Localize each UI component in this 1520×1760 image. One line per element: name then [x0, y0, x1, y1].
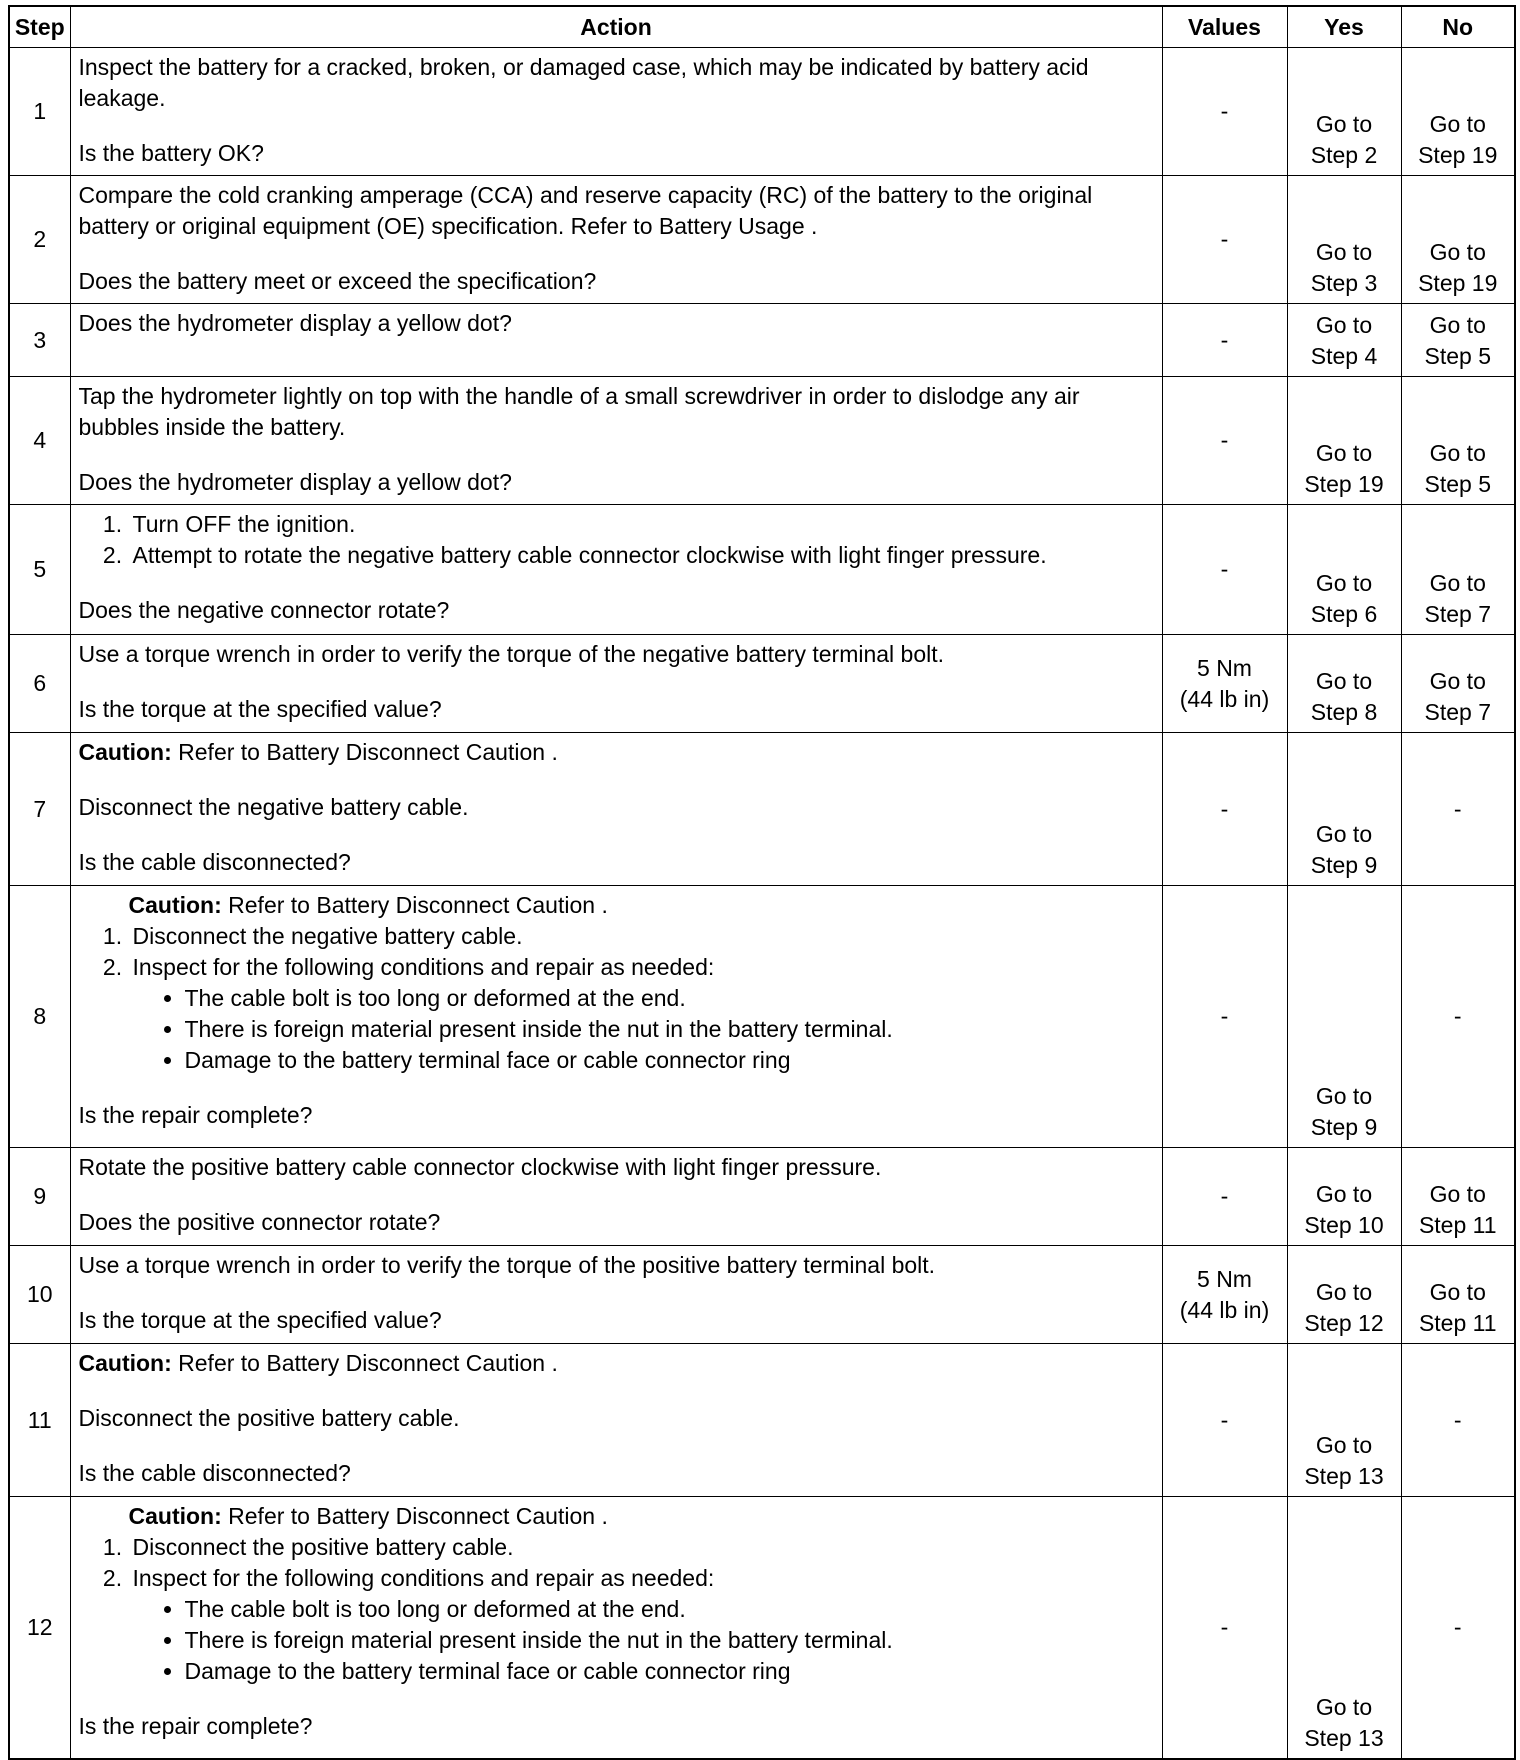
action-question: Is the battery OK?: [78, 140, 264, 166]
no-cell: Go to Step 5: [1401, 377, 1515, 505]
numbered-list: [79, 509, 1154, 571]
values-cell: -: [1162, 505, 1287, 635]
action-question: Does the negative connector rotate?: [78, 597, 450, 623]
table-row: [9, 886, 1515, 1148]
yes-cell: Go to Step 13: [1287, 1344, 1401, 1497]
yes-cell: Go to Step 9: [1287, 733, 1401, 886]
action-cell: [70, 176, 1162, 304]
action-question: Is the repair complete?: [78, 1713, 313, 1739]
list-item: 2. Attempt to rotate the negative battery cable connector clockwise with light finger pressure.: [129, 540, 1154, 571]
action-text: Rotate the positive battery cable connector clockwise with light finger pressure.: [78, 1154, 882, 1180]
table-row: [9, 635, 1515, 733]
action-cell: [70, 886, 1162, 1148]
action-cell: [70, 48, 1162, 176]
step-number: 3: [9, 304, 70, 377]
caution-line: [79, 1348, 1154, 1379]
action-cell: [70, 1497, 1162, 1759]
step-number: 7: [9, 733, 70, 886]
header-no: No: [1401, 6, 1515, 48]
bullet-item: • The cable bolt is too long or deformed at the end.: [185, 1594, 1154, 1625]
yes-cell: Go to Step 4: [1287, 304, 1401, 377]
action-text: Disconnect the negative battery cable.: [78, 794, 469, 820]
step-number: 9: [9, 1148, 70, 1246]
list-item: [129, 1563, 1154, 1687]
action-cell: [70, 377, 1162, 505]
table-row: [9, 1148, 1515, 1246]
step-number: 1: [9, 48, 70, 176]
yes-cell: Go to Step 13: [1287, 1497, 1401, 1759]
values-cell: [1162, 635, 1287, 733]
yes-cell: Go to Step 8: [1287, 635, 1401, 733]
no-cell: -: [1401, 886, 1515, 1148]
action-text: Tap the hydrometer lightly on top with the handle of a small screwdriver in order to dislodge any air bubbles inside the battery.: [78, 383, 1080, 440]
step-number: 5: [9, 505, 70, 635]
values-cell: -: [1162, 886, 1287, 1148]
header-step: Step: [9, 6, 70, 48]
bullet-item: • Damage to the battery terminal face or cable connector ring: [185, 1045, 1154, 1076]
table-row: [9, 48, 1515, 176]
values-cell: -: [1162, 1497, 1287, 1759]
action-question: Does the hydrometer display a yellow dot?: [78, 310, 512, 336]
action-cell: [70, 304, 1162, 377]
table-row: [9, 733, 1515, 886]
action-text: Inspect the battery for a cracked, broken, or damaged case, which may be indicated by battery acid leakage.: [78, 54, 1089, 111]
action-question: Is the torque at the specified value?: [78, 1307, 442, 1333]
no-cell: Go to Step 19: [1401, 48, 1515, 176]
table-header-row: [9, 6, 1515, 48]
header-action: Action: [70, 6, 1162, 48]
caution-label: Caution:: [128, 892, 222, 918]
values-cell: [1162, 1246, 1287, 1344]
list-item: 1. Disconnect the positive battery cable.: [129, 1532, 1154, 1563]
yes-cell: Go to Step 3: [1287, 176, 1401, 304]
action-question: Is the cable disconnected?: [78, 1460, 351, 1486]
no-cell: Go to Step 7: [1401, 505, 1515, 635]
step-number: 11: [9, 1344, 70, 1497]
table-row: [9, 505, 1515, 635]
diagnostic-table-container: [8, 5, 1514, 1760]
list-item: 1. Disconnect the negative battery cable.: [129, 921, 1154, 952]
numbered-list: [79, 1532, 1154, 1687]
no-cell: Go to Step 7: [1401, 635, 1515, 733]
no-cell: -: [1401, 733, 1515, 886]
values-cell: -: [1162, 733, 1287, 886]
torque-value: 5 Nm: [1197, 654, 1252, 681]
no-cell: -: [1401, 1344, 1515, 1497]
table-row: [9, 377, 1515, 505]
action-text: Disconnect the positive battery cable.: [78, 1405, 460, 1431]
action-question: Does the battery meet or exceed the specification?: [78, 268, 597, 294]
table-row: [9, 1344, 1515, 1497]
list-item-text: Inspect for the following conditions and repair as needed:: [132, 1565, 715, 1591]
caution-link-text: Refer to Battery Disconnect Caution .: [228, 892, 608, 918]
table-row: [9, 1246, 1515, 1344]
step-number: 2: [9, 176, 70, 304]
list-item: [129, 952, 1154, 1076]
table-row: [9, 176, 1515, 304]
values-cell: -: [1162, 176, 1287, 304]
caution-line: [79, 1501, 1154, 1532]
action-cell: [70, 1246, 1162, 1344]
header-values: Values: [1162, 6, 1287, 48]
caution-link-text: Refer to Battery Disconnect Caution .: [178, 1350, 558, 1376]
action-cell: [70, 1148, 1162, 1246]
bullet-item: • Damage to the battery terminal face or cable connector ring: [185, 1656, 1154, 1687]
values-cell: -: [1162, 304, 1287, 377]
header-yes: Yes: [1287, 6, 1401, 48]
values-cell: -: [1162, 377, 1287, 505]
action-text: Use a torque wrench in order to verify the torque of the positive battery terminal bolt.: [78, 1252, 936, 1278]
action-question: Is the repair complete?: [78, 1102, 313, 1128]
values-cell: -: [1162, 1148, 1287, 1246]
caution-link-text: Refer to Battery Disconnect Caution .: [228, 1503, 608, 1529]
bullet-item: • There is foreign material present inside the nut in the battery terminal.: [185, 1014, 1154, 1045]
bullet-item: • There is foreign material present inside the nut in the battery terminal.: [185, 1625, 1154, 1656]
step-number: 4: [9, 377, 70, 505]
step-number: 10: [9, 1246, 70, 1344]
bullet-item: • The cable bolt is too long or deformed at the end.: [185, 983, 1154, 1014]
numbered-list: [79, 921, 1154, 1076]
action-cell: [70, 733, 1162, 886]
yes-cell: Go to Step 9: [1287, 886, 1401, 1148]
values-cell: -: [1162, 1344, 1287, 1497]
action-question: Does the hydrometer display a yellow dot?: [78, 469, 512, 495]
action-cell: [70, 635, 1162, 733]
yes-cell: Go to Step 2: [1287, 48, 1401, 176]
table-row: [9, 1497, 1515, 1759]
caution-label: Caution:: [128, 1503, 222, 1529]
no-cell: -: [1401, 1497, 1515, 1759]
step-number: 8: [9, 886, 70, 1148]
action-cell: [70, 1344, 1162, 1497]
action-text: Compare the cold cranking amperage (CCA) and reserve capacity (RC) of the battery to the original battery or original equipment (OE) specification. Refer to Battery Usage .: [78, 182, 1093, 239]
torque-value: 5 Nm: [1197, 1265, 1252, 1292]
table-row: [9, 304, 1515, 377]
step-number: 6: [9, 635, 70, 733]
yes-cell: Go to Step 6: [1287, 505, 1401, 635]
no-cell: Go to Step 11: [1401, 1246, 1515, 1344]
bullet-list: [133, 983, 1154, 1076]
action-cell: [70, 505, 1162, 635]
caution-label: Caution:: [78, 1350, 172, 1376]
torque-value-imperial: (44 lb in): [1179, 685, 1270, 712]
bullet-list: [133, 1594, 1154, 1687]
no-cell: Go to Step 5: [1401, 304, 1515, 377]
caution-link-text: Refer to Battery Disconnect Caution .: [178, 739, 558, 765]
step-number: 12: [9, 1497, 70, 1759]
caution-line: [79, 890, 1154, 921]
action-text: Use a torque wrench in order to verify the torque of the negative battery terminal bolt.: [78, 641, 945, 667]
action-question: Is the torque at the specified value?: [78, 696, 442, 722]
no-cell: Go to Step 19: [1401, 176, 1515, 304]
caution-line: [79, 737, 1154, 768]
caution-label: Caution:: [78, 739, 172, 765]
no-cell: Go to Step 11: [1401, 1148, 1515, 1246]
list-item-text: Inspect for the following conditions and repair as needed:: [132, 954, 715, 980]
yes-cell: Go to Step 19: [1287, 377, 1401, 505]
action-question: Does the positive connector rotate?: [78, 1209, 441, 1235]
diagnostic-table: [8, 5, 1516, 1760]
torque-value-imperial: (44 lb in): [1179, 1296, 1270, 1323]
yes-cell: Go to Step 10: [1287, 1148, 1401, 1246]
yes-cell: Go to Step 12: [1287, 1246, 1401, 1344]
values-cell: -: [1162, 48, 1287, 176]
action-question: Is the cable disconnected?: [78, 849, 351, 875]
list-item: 1. Turn OFF the ignition.: [129, 509, 1154, 540]
